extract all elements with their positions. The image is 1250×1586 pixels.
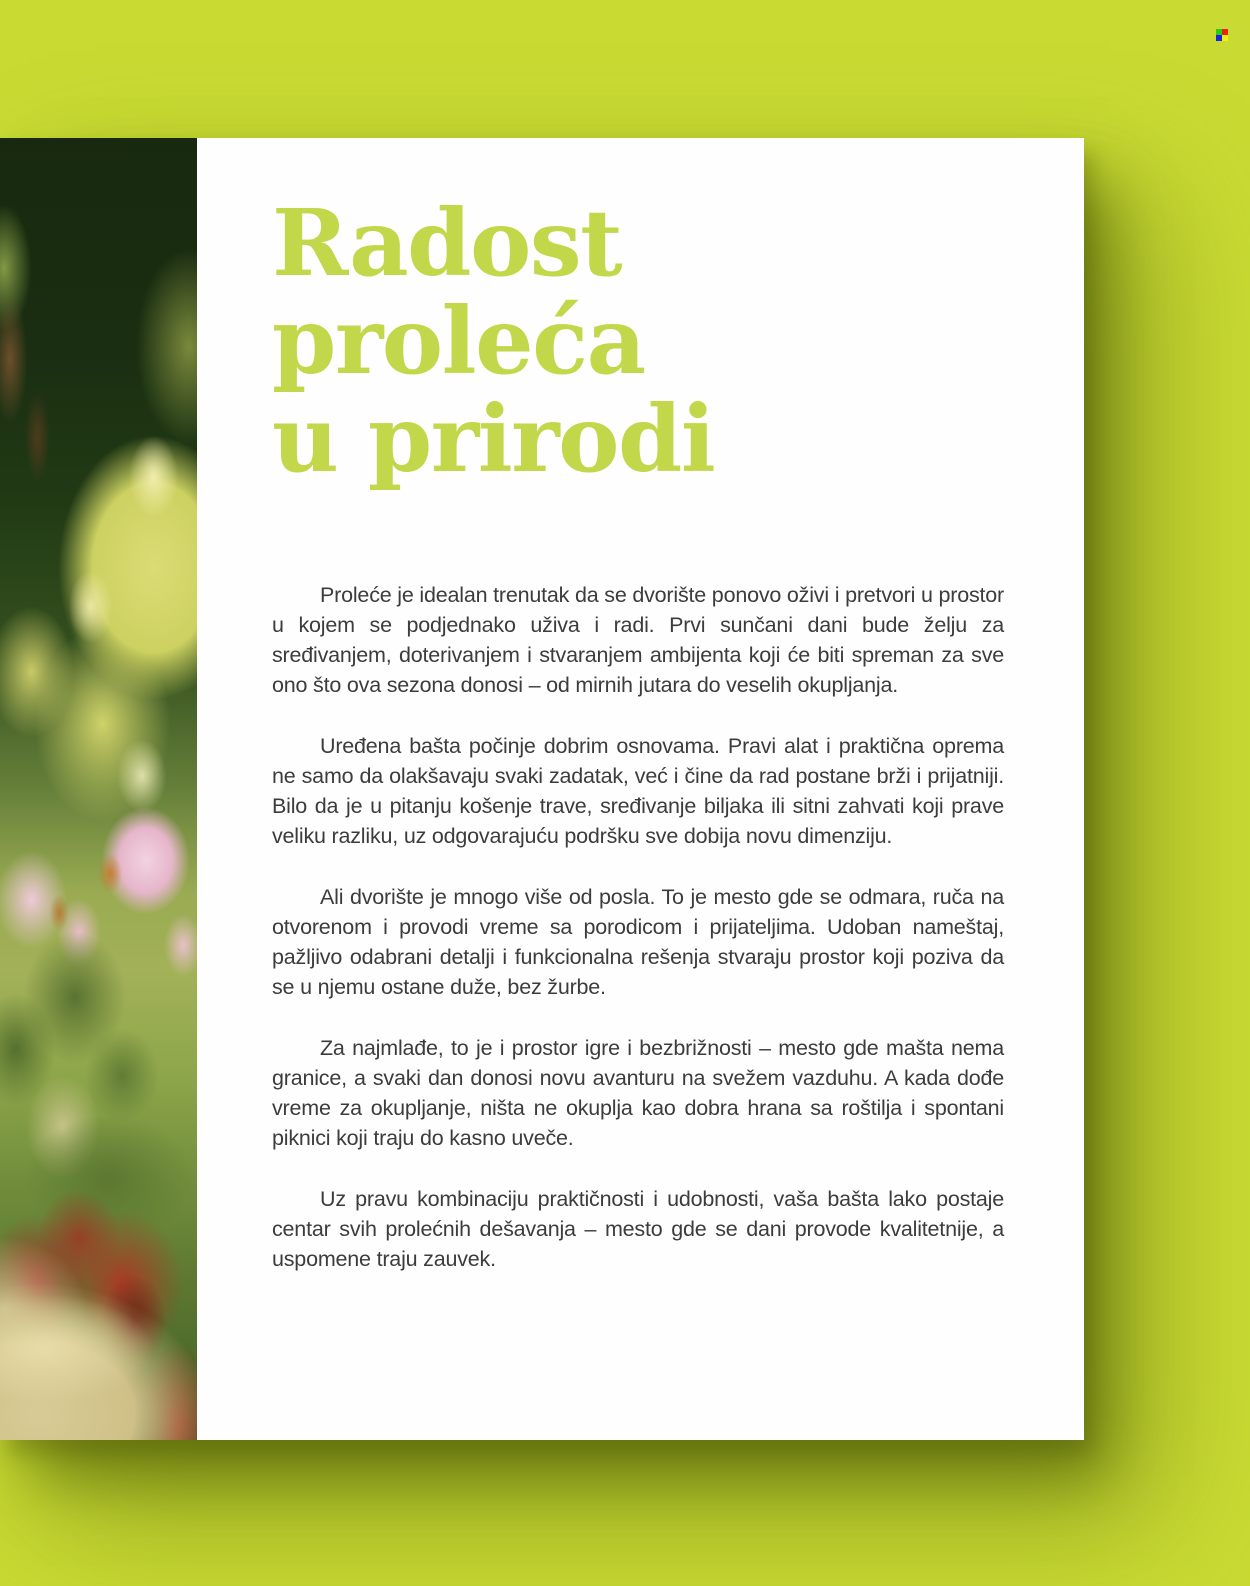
paragraph: Uz pravu kombinaciju praktičnosti i udobnosti, vaša bašta lako postaje centar svih prolećnih dešavanja – mesto gde se dani provode kvalitetnije, a uspomene traju zauvek. (272, 1187, 1004, 1271)
paragraph: Ali dvorište je mnogo više od posla. To je mesto gde se odmara, ruča na otvorenom i provodi vreme sa porodicom i prijateljima. Udoban nameštaj, pažljivo odabrani detalji i funkcionalna rešenja stvaraju prostor koji poziva da se u njemu ostane duže, bez žurbe. (272, 885, 1004, 999)
page-title (272, 189, 1004, 493)
page-title-line-2: u prirodi (272, 385, 715, 493)
article-page (197, 138, 1084, 1440)
color-grid-cell-yellow (1222, 35, 1228, 41)
paragraph: Za najmlađe, to je i prostor igre i bezbrižnosti – mesto gde mašta nema granice, a svaki dan donosi novu avanturu na svežem vazduhu. A kada dođe vreme za okupljanje, ništa ne okuplja kao dobra hrana sa roštilja i spontani piknici koji traju do kasno uveče. (272, 1036, 1004, 1150)
magazine-spread (0, 138, 1084, 1440)
paragraph: Proleće je idealan trenutak da se dvorište ponovo oživi i pretvori u prostor u kojem se podjednako uživa i radi. Prvi sunčani dani bude želju za sređivanjem, doterivanjem i stvaranjem ambijenta koji će biti spreman za sve ono što ova sezona donosi – od mirnih jutara do veselih okupljanja. (272, 583, 1004, 697)
article-body (272, 580, 1004, 1274)
page-title-line-1: Radost proleća (272, 189, 645, 395)
paragraph: Uređena bašta počinje dobrim osnovama. Pravi alat i praktična oprema ne samo da olakšavaju svaki zadatak, već i čine da rad postane brži i prijatniji. Bilo da je u pitanju košenje trave, sređivanje biljaka ili sitni zahvati koji prave veliku razliku, uz odgovarajuću podršku sve dobija novu dimenziju. (272, 734, 1004, 848)
garden-photo (0, 138, 197, 1440)
color-grid-icon (1216, 29, 1228, 41)
